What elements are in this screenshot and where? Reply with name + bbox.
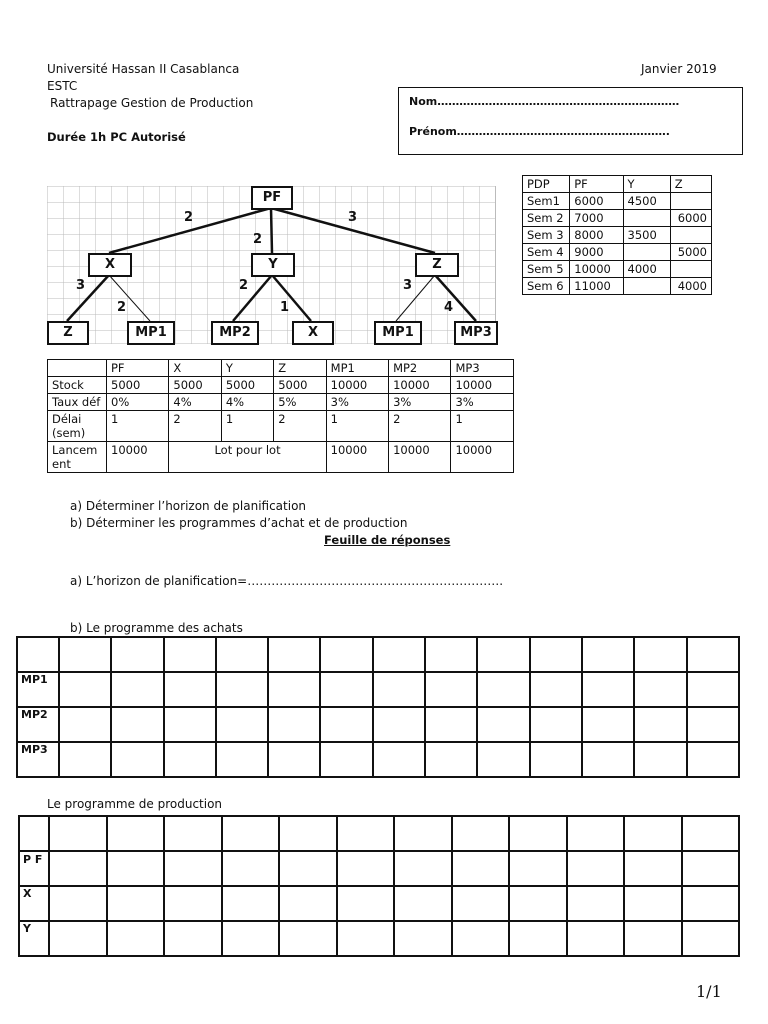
params-header: X [169, 360, 221, 377]
pdp-row [523, 261, 712, 278]
achats-row-label: MP2 [17, 707, 59, 742]
pdp-cell: 11000 [570, 278, 623, 295]
params-cell: 2 [169, 411, 221, 442]
pdp-cell [623, 278, 670, 295]
pdp-cell: 6000 [670, 210, 711, 227]
achats-row[interactable] [17, 672, 739, 707]
params-cell: 1 [326, 411, 388, 442]
leaf-z: Z [47, 321, 89, 345]
production-row[interactable] [19, 886, 739, 921]
edge-label-pf-y: 2 [253, 232, 263, 247]
pdp-row [523, 193, 712, 210]
params-header-row [48, 360, 514, 377]
params-cell: 10000 [107, 442, 169, 473]
pdp-cell: 5000 [670, 244, 711, 261]
params-cell: 5000 [107, 377, 169, 394]
stock-row [48, 377, 514, 394]
leaf-mp2: MP2 [211, 321, 259, 345]
pdp-cell: 7000 [570, 210, 623, 227]
production-grid[interactable] [18, 815, 740, 957]
params-cell: 1 [221, 411, 273, 442]
pdp-cell: Sem 4 [523, 244, 570, 261]
pdp-row [523, 244, 712, 261]
params-cell: 10000 [389, 442, 451, 473]
params-cell: 1 [451, 411, 514, 442]
node-x: X [88, 253, 132, 277]
nom-field[interactable]: Nom………………………………………………………… [409, 95, 680, 108]
params-table [47, 359, 514, 473]
pdp-cell [623, 210, 670, 227]
production-row-label: Y [19, 921, 49, 956]
pdp-header: Y [623, 176, 670, 193]
production-row-label: X [19, 886, 49, 921]
params-cell-lot: Lot pour lot [169, 442, 326, 473]
params-header: MP3 [451, 360, 514, 377]
params-cell: 2 [274, 411, 326, 442]
university-name: Université Hassan II Casablanca [47, 62, 240, 76]
params-header: Z [274, 360, 326, 377]
node-z: Z [415, 253, 459, 277]
leaf-mp3: MP3 [454, 321, 498, 345]
leaf-mp1: MP1 [127, 321, 175, 345]
edge-label-pf-z: 3 [348, 210, 358, 225]
production-header-row [19, 816, 739, 851]
params-cell: Taux déf [48, 394, 107, 411]
params-cell: Stock [48, 377, 107, 394]
pdp-row [523, 210, 712, 227]
exam-title: Rattrapage Gestion de Production [50, 96, 254, 110]
params-cell: 1 [107, 411, 169, 442]
params-cell: 3% [389, 394, 451, 411]
bom-tree [47, 186, 496, 344]
leaf-mp1: MP1 [374, 321, 422, 345]
lancement-row [48, 442, 514, 473]
node-y: Y [251, 253, 295, 277]
node-pf: PF [251, 186, 293, 210]
pdp-cell: Sem1 [523, 193, 570, 210]
params-header: Y [221, 360, 273, 377]
achats-title: b) Le programme des achats [70, 621, 243, 635]
achats-row-label: MP3 [17, 742, 59, 777]
pdp-cell: 4500 [623, 193, 670, 210]
pdp-cell [670, 227, 711, 244]
params-cell: 5000 [221, 377, 273, 394]
exam-duration: Durée 1h PC Autorisé [47, 130, 186, 144]
pdp-cell: 6000 [570, 193, 623, 210]
leaf-x: X [292, 321, 334, 345]
achats-row[interactable] [17, 707, 739, 742]
page-number: 1/1 [696, 982, 722, 1001]
params-cell: Délai (sem) [48, 411, 107, 442]
pdp-cell: 4000 [623, 261, 670, 278]
taux-row [48, 394, 514, 411]
params-cell: 5% [274, 394, 326, 411]
pdp-cell: Sem 5 [523, 261, 570, 278]
params-header: MP2 [389, 360, 451, 377]
production-title: Le programme de production [47, 797, 223, 811]
pdp-header: PDP [523, 176, 570, 193]
pdp-cell: 10000 [570, 261, 623, 278]
question-a: a) Déterminer l’horizon de planification [70, 499, 307, 513]
params-cell: 3% [326, 394, 388, 411]
edge-label-y-x: 1 [280, 300, 290, 315]
params-cell: 10000 [326, 377, 388, 394]
question-b: b) Déterminer les programmes d’achat et de production [70, 516, 408, 530]
production-row-label: P F [19, 851, 49, 886]
school-name: ESTC [47, 79, 78, 93]
pdp-cell: 8000 [570, 227, 623, 244]
achats-row-label: MP1 [17, 672, 59, 707]
pdp-header: Z [670, 176, 711, 193]
pdp-cell: 9000 [570, 244, 623, 261]
student-info-box [398, 87, 743, 155]
params-cell: 0% [107, 394, 169, 411]
edge-label-x-z: 3 [76, 278, 86, 293]
params-cell: 10000 [451, 442, 514, 473]
params-cell: 10000 [451, 377, 514, 394]
params-header: PF [107, 360, 169, 377]
achats-header-row [17, 637, 739, 672]
pdp-cell [623, 244, 670, 261]
params-cell: 4% [169, 394, 221, 411]
params-header: MP1 [326, 360, 388, 377]
pdp-cell [670, 193, 711, 210]
answers-title: Feuille de réponses [324, 533, 451, 547]
params-header [48, 360, 107, 377]
production-row[interactable] [19, 851, 739, 886]
pdp-cell [670, 261, 711, 278]
params-cell: 5000 [274, 377, 326, 394]
edge-label-z-mp1: 3 [403, 278, 413, 293]
achats-grid[interactable] [16, 636, 740, 778]
params-cell: 2 [389, 411, 451, 442]
pdp-row [523, 227, 712, 244]
achats-row[interactable] [17, 742, 739, 777]
edge-label-x-mp1: 2 [117, 300, 127, 315]
params-cell: 4% [221, 394, 273, 411]
production-row[interactable] [19, 921, 739, 956]
edge-label-z-mp3: 4 [444, 300, 454, 315]
pdp-cell: 4000 [670, 278, 711, 295]
params-cell: 5000 [169, 377, 221, 394]
edge-label-y-mp2: 2 [239, 278, 249, 293]
pdp-cell: 3500 [623, 227, 670, 244]
pdp-header-row [523, 176, 712, 193]
answer-horizon[interactable]: a) L’horizon de planification=………………………………………………………. [70, 574, 504, 588]
prenom-field[interactable]: Prénom…………………………………………………. [409, 125, 670, 138]
pdp-cell: Sem 6 [523, 278, 570, 295]
exam-date: Janvier 2019 [641, 62, 717, 76]
edge-label-pf-x: 2 [184, 210, 194, 225]
params-cell: 10000 [326, 442, 388, 473]
pdp-cell: Sem 2 [523, 210, 570, 227]
pdp-row [523, 278, 712, 295]
params-cell: 3% [451, 394, 514, 411]
pdp-cell: Sem 3 [523, 227, 570, 244]
delai-row [48, 411, 514, 442]
pdp-table [522, 175, 712, 295]
params-cell: 10000 [389, 377, 451, 394]
params-cell: Lancement [48, 442, 107, 473]
pdp-header: PF [570, 176, 623, 193]
